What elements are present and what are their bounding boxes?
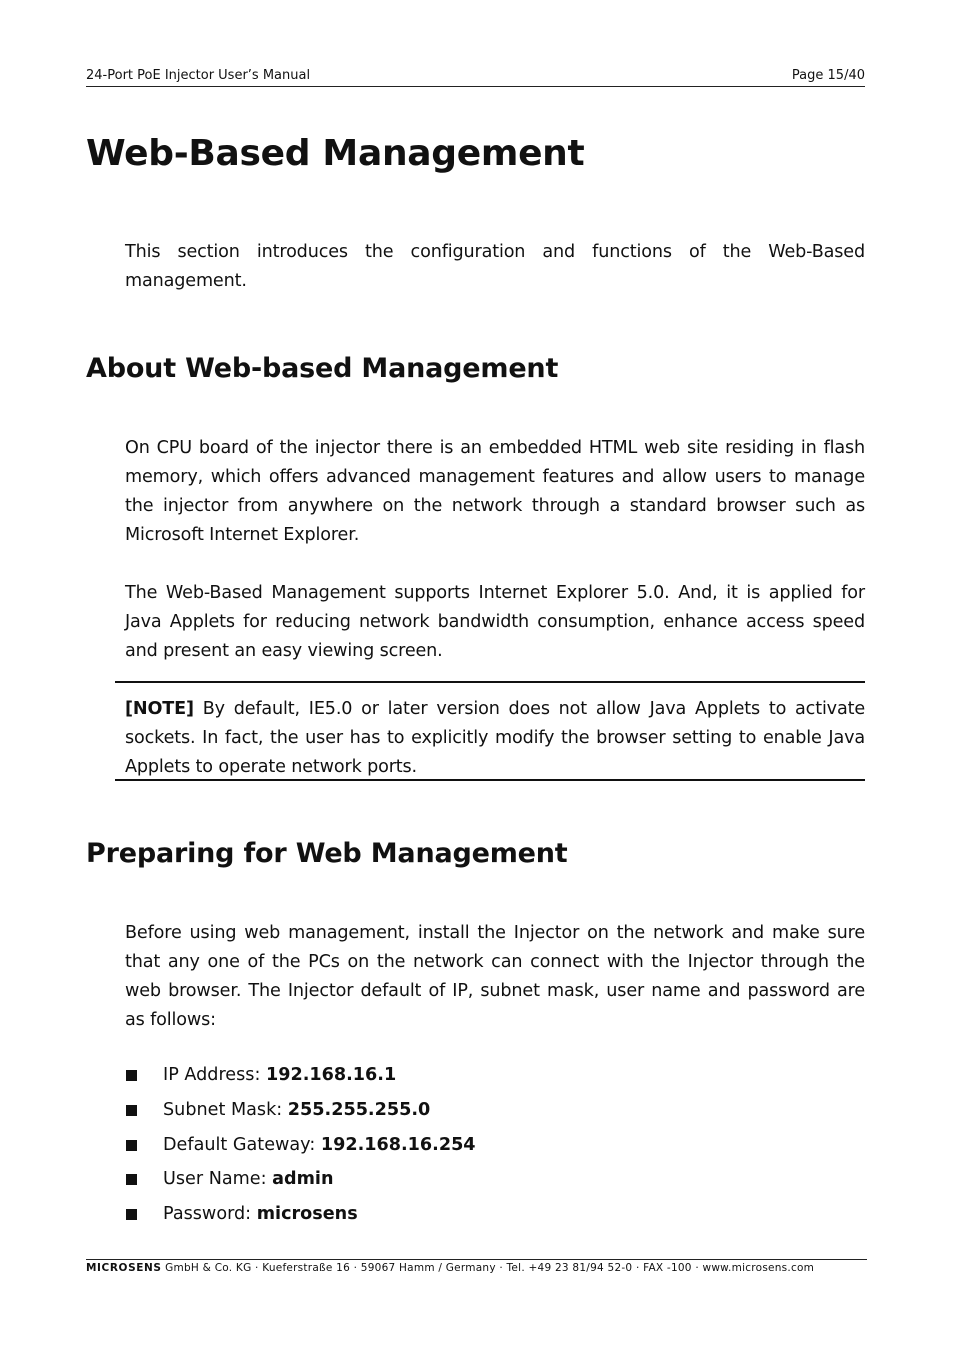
list-item: IP Address: 192.168.16.1 xyxy=(125,1061,476,1096)
square-bullet-icon xyxy=(126,1209,137,1220)
about-paragraph-2: The Web-Based Management supports Internet Explorer 5.0. And, it is applied for Java Applets for reducing network bandwidth consumption, enhance access speed and present an easy viewing screen. xyxy=(125,583,865,661)
manual-title: 24-Port PoE Injector User’s Manual xyxy=(86,68,311,83)
preparing-paragraph: Before using web management, install the Injector on the network and make sure that any one of the PCs on the network can connect with the Injector through the web browser. The Injector default of IP, subnet mask, user name and password are as follows: xyxy=(125,923,865,1030)
page-footer xyxy=(86,1259,867,1274)
list-item: User Name: admin xyxy=(125,1165,476,1200)
defaults-list xyxy=(125,1061,476,1235)
page-title: Web-Based Management xyxy=(86,133,585,174)
footer-details: GmbH & Co. KG · Kueferstraße 16 · 59067 Hamm / Germany · Tel. +49 23 81/94 52-0 · FAX -100 · www.microsens.com xyxy=(161,1262,815,1274)
page-header xyxy=(86,68,865,87)
list-item: Subnet Mask: 255.255.255.0 xyxy=(125,1096,476,1131)
list-item: Default Gateway: 192.168.16.254 xyxy=(125,1131,476,1166)
about-heading: About Web-based Management xyxy=(86,353,559,384)
note-text: By default, IE5.0 or later version does not allow Java Applets to activate sockets. In fact, the user has to explicitly modify the browser setting to enable Java Applets to operate network ports. xyxy=(125,699,865,777)
square-bullet-icon xyxy=(126,1174,137,1185)
square-bullet-icon xyxy=(126,1105,137,1116)
footer-company: MICROSENS xyxy=(86,1262,162,1274)
intro-paragraph: This section introduces the configuration and functions of the Web-Based management. xyxy=(125,242,865,291)
preparing-heading: Preparing for Web Management xyxy=(86,838,568,869)
square-bullet-icon xyxy=(126,1070,137,1081)
list-item: Password: microsens xyxy=(125,1200,476,1235)
square-bullet-icon xyxy=(126,1140,137,1151)
note-box xyxy=(115,681,865,781)
page-number: Page 15/40 xyxy=(791,68,865,83)
about-paragraph-1: On CPU board of the injector there is an embedded HTML web site residing in flash memory, which offers advanced management features and allow users to manage the injector from anywhere on the network through a standard browser such as Microsoft Internet Explorer. xyxy=(125,438,865,545)
note-label: [NOTE] xyxy=(125,699,194,719)
note-paragraph xyxy=(125,695,865,782)
